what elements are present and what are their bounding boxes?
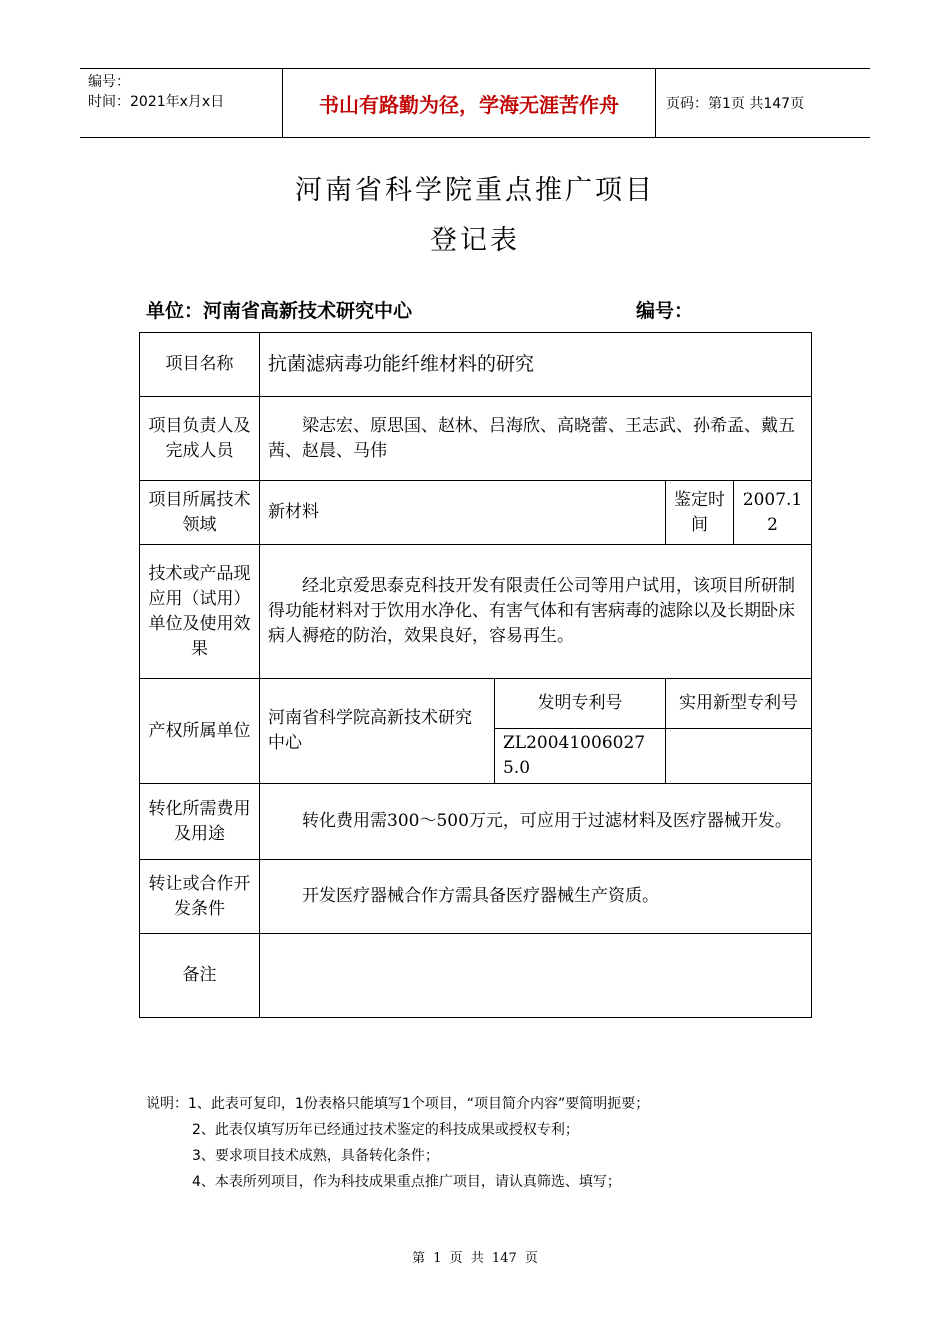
ip-value: 河南省科学院高新技术研究中心 [260,679,495,784]
note-item: 说明：1、此表可复印，1份表格只能填写1个项目，“项目简介内容”要简明扼要； [146,1096,650,1112]
ip-label: 产权所属单位 [140,679,260,784]
remarks-value [260,934,812,1018]
note-item: 2、此表仅填写历年已经通过技术鉴定的科技成果或授权专利； [192,1122,579,1138]
invention-patent-label: 发明专利号 [495,679,666,729]
transfer-label: 转让或合作开发条件 [140,860,260,934]
number-line: 编号： [636,300,694,322]
field-value: 新材料 [260,481,666,545]
appraisal-value: 2007.12 [734,481,812,545]
header-number-label: 编号： [88,74,130,90]
field-label: 项目所属技术领域 [140,481,260,545]
notes [146,1091,649,1195]
form-row-application [140,545,812,679]
form-row-remarks [140,934,812,1018]
registration-form [139,332,812,1018]
utility-patent-label: 实用新型专利号 [666,679,812,729]
form-row-ip-top [140,679,812,729]
form-row-project-name [140,333,812,397]
transfer-value: 开发医疗器械合作方需具备医疗器械生产资质。 [260,860,812,934]
cost-label: 转化所需费用及用途 [140,784,260,860]
form-row-field [140,481,812,545]
page-header [80,68,870,138]
application-label: 技术或产品现应用（试用）单位及使用效果 [140,545,260,679]
project-name-value: 抗菌滤病毒功能纤维材料的研究 [260,333,812,397]
invention-patent-value: ZL200410060275.0 [495,729,666,784]
leader-label: 项目负责人及完成人员 [140,397,260,481]
project-name-label: 项目名称 [140,333,260,397]
appraisal-label: 鉴定时间 [666,481,734,545]
remarks-label: 备注 [140,934,260,1018]
form-row-cost [140,784,812,860]
cost-value: 转化费用需300～500万元，可应用于过滤材料及医疗器械开发。 [260,784,812,860]
doc-title: 河南省科学院重点推广项目 [295,175,655,206]
note-item: 3、要求项目技术成熟，具备转化条件； [192,1148,439,1164]
header-time: 时间：2021年x月x日 [88,94,225,110]
header-motto: 书山有路勤为径，学海无涯苦作舟 [282,69,656,137]
unit-line: 单位：河南省高新技术研究中心 [146,300,413,322]
doc-subtitle: 登记表 [430,225,520,256]
application-value: 经北京爱思泰克科技开发有限责任公司等用户试用，该项目所研制得功能材料对于饮用水净化、有害气体和有害病毒的滤除以及长期卧床病人褥疮的防治，效果良好，容易再生。 [260,545,812,679]
header-page-count: 页码：第1页 共147页 [666,96,805,112]
form-row-leader [140,397,812,481]
leader-value: 梁志宏、原思国、赵林、吕海欣、高晓蕾、王志武、孙希孟、戴五茜、赵晨、马伟 [260,397,812,481]
note-item: 4、本表所列项目，作为科技成果重点推广项目，请认真筛选、填写； [192,1174,621,1190]
utility-patent-value [666,729,812,784]
form-row-transfer [140,860,812,934]
header-meta [80,69,282,137]
page-footer: 第 1 页 共 147 页 [412,1251,538,1266]
